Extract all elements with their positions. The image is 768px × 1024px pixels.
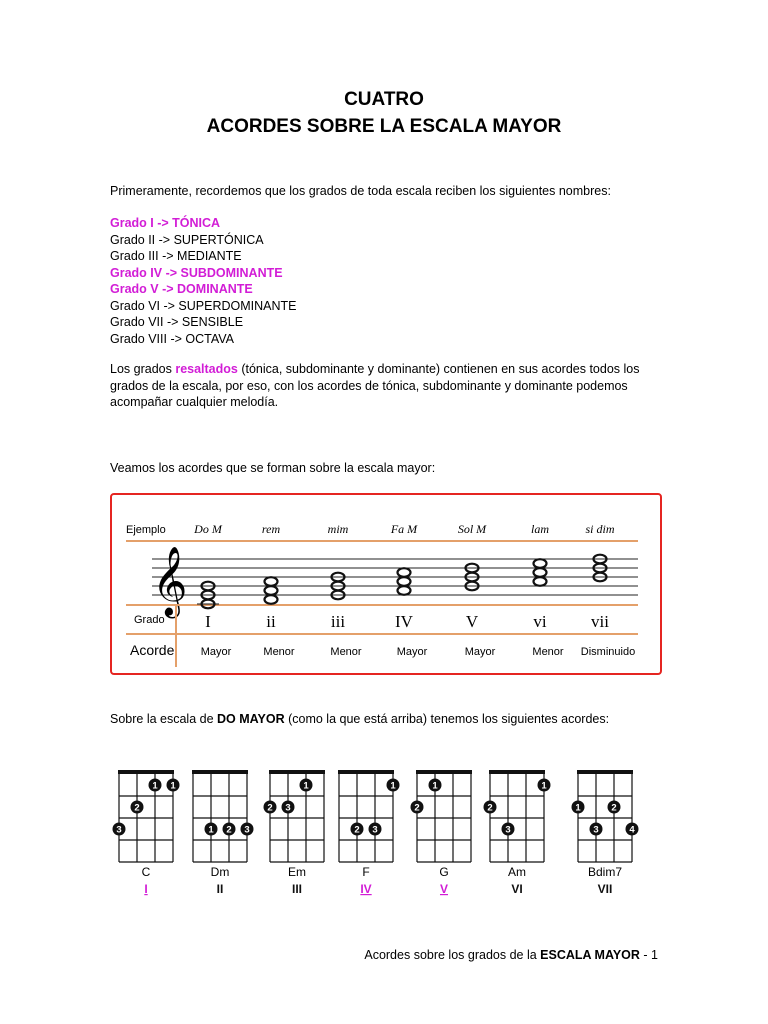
title-line-1: CUATRO [344,89,424,110]
chord-name: F [362,865,370,879]
nut [269,770,325,774]
treble-clef: 𝄞 [152,546,188,616]
grade-item: Grado VII -> SENSIBLE [110,315,244,329]
chord-degree: I [144,882,148,896]
chord-diagram-dm [192,770,254,896]
finger-number: 1 [303,780,309,792]
acorde-type: Menor [330,646,362,658]
finger-number: 2 [611,802,617,814]
ejemplo-name: rem [261,522,281,536]
grade-item: Grado II -> SUPERTÓNICA [110,232,264,247]
acorde-type: Menor [263,646,295,658]
grade-item: Grado I -> TÓNICA [110,216,221,230]
see-chords-paragraph: Veamos los acordes que se forman sobre la escala mayor: [110,461,436,475]
grade-numeral: I [205,612,211,631]
intro-paragraph: Primeramente, recordemos que los grados de toda escala reciben los siguientes nombres: [110,184,611,198]
ejemplo-name: Do M [194,522,222,536]
chord-degree: VI [511,882,523,896]
acorde-type: Disminuido [580,646,636,658]
sobre-before: Sobre la escala de [110,712,218,726]
chord-degree: II [216,882,224,896]
chord-degree: III [291,882,303,896]
finger-number: 1 [152,780,158,792]
finger-number: 3 [244,824,250,836]
chord-name: Em [288,865,306,879]
acorde-type: Mayor [464,646,496,658]
grade-numeral: vii [591,612,609,631]
acorde-label: Acorde [130,642,175,658]
ejemplo-label: Ejemplo [126,524,166,536]
chord-diagram-em [264,770,326,896]
chord-name: C [141,865,151,879]
finger-number: 1 [432,780,438,792]
chord-diagram-c [113,770,180,896]
nut [118,770,174,774]
chord-diagram-bdim7 [572,770,639,896]
chord-diagram-f [338,770,400,896]
sobre-bold: DO MAYOR [217,712,285,726]
highlighted-word: resaltados [175,362,238,376]
acorde-type: Mayor [200,646,232,658]
finger-number: 3 [593,824,599,836]
finger-number: 3 [505,824,511,836]
finger-number: 1 [208,824,214,836]
chord-diagram-g [411,770,473,896]
chord-degree: V [439,882,449,896]
finger-number: 3 [116,824,122,836]
chord-diagram-am [484,770,551,896]
ejemplo-name: Sol M [457,522,487,536]
grade-numeral: iii [330,612,346,631]
grade-item: Grado VIII -> OCTAVA [110,331,234,346]
chord-name: Am [508,865,526,879]
grade-item: Grado V -> DOMINANTE [110,282,253,296]
explanation-after: (tónica, subdominante y dominante) contienen en sus acordes todos los grados de la escala, por eso, con los acordes de tónica, subdominante y dominante podemos acompañar cualquier melodía. [110,362,640,409]
ejemplo-name: Fa M [390,522,418,536]
grade-numeral: ii [266,612,276,631]
footer-bold: ESCALA MAYOR [540,948,640,962]
grade-numeral: vi [533,612,547,631]
ejemplo-name: mim [327,522,349,536]
finger-number: 1 [170,780,176,792]
nut [192,770,248,774]
chord-degree: IV [360,882,372,896]
footer-after: - 1 [639,948,658,962]
ejemplo-name: lam [531,522,549,536]
chord-name: G [439,865,449,879]
nut [577,770,633,774]
finger-number: 2 [414,802,420,814]
ejemplo-name: si dim [585,522,615,536]
grade-numeral: IV [395,612,413,631]
grade-numeral: V [465,612,479,631]
page-footer [364,948,658,962]
chord-name: Dm [210,865,230,879]
grade-item: Grado IV -> SUBDOMINANTE [110,265,283,280]
finger-number: 1 [390,780,396,792]
finger-number: 3 [372,824,378,836]
acorde-type: Menor [532,646,564,658]
title-line-2: ACORDES SOBRE LA ESCALA MAYOR [206,116,562,137]
grade-item: Grado III -> MEDIANTE [110,249,242,263]
nut [416,770,472,774]
finger-number: 1 [575,802,581,814]
finger-number: 2 [134,802,140,814]
finger-number: 3 [285,802,291,814]
grade-item: Grado VI -> SUPERDOMINANTE [110,298,297,313]
finger-number: 2 [267,802,273,814]
nut [489,770,545,774]
finger-number: 2 [226,824,232,836]
chord-degree: VII [597,882,613,896]
finger-number: 2 [354,824,360,836]
finger-number: 1 [541,780,547,792]
finger-number: 4 [629,824,635,836]
grado-label: Grado [134,614,165,626]
finger-number: 2 [487,802,493,814]
nut [338,770,394,774]
acorde-type: Mayor [396,646,428,658]
explanation-before: Los grados [110,362,176,376]
footer-before: Acordes sobre los grados de la [364,948,541,962]
chord-name: Bdim7 [587,865,623,879]
sobre-after: (como la que está arriba) tenemos los siguientes acordes: [284,712,610,726]
